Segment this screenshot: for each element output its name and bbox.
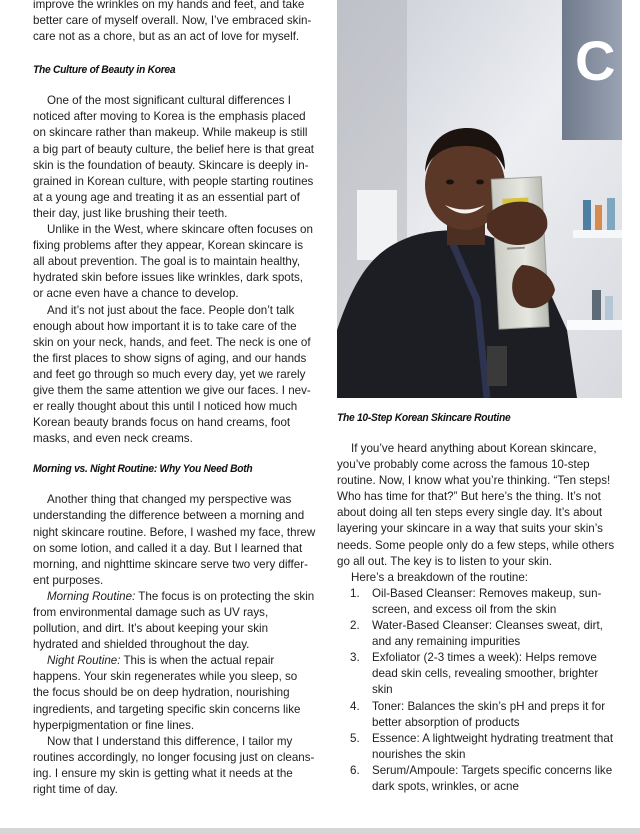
list-item: 1. Oil-Based Cleanser: Removes makeup, sun-screen, and excess oil from the skin [350,586,602,616]
list-intro: Here’s a breakdown of the routine: [351,570,529,584]
paragraph-neck-hands-feet: And it’s not just about the face. People don’t talk enough about how important it is to take care of the skin on your neck, hands, and feet. The neck is one of the first places to show signs of aging, and our hands and feet go through so much every day, yet we rarely give them the same attention we give our faces. I nev-er really thought about this until I noticed how much Korean beauty brands focus on hand creams, foot masks, and even neck creams. [33,303,311,446]
page-bottom-divider [0,828,640,833]
list-item: 6. Serum/Ampoule: Targets specific concerns like dark spots, wrinkles, or acne [350,763,613,793]
paragraph-prevention: Unlike in the West, where skincare often focuses on fixing problems after they appear, Korean skincare is all about prevention. The goal is to maintain healthy, hydrated skin before issues like wrinkles, dark spots, or acne even have a chance to develop. [33,223,313,301]
paragraph-10-step-intro: If you’ve heard anything about Korean skincare, you’ve probably come across the famous 10-step routine. Now, I know what you’re thinking. “Ten steps! Who has time for that?” But here’s the thing. It’s not about doing all ten steps every single day. It’s about layering your skincare in a way that suits your skin’s needs. Some people only do a few steps, while others go all out. The key is to listen to your skin. [337,442,615,568]
list-item: 5. Essence: A lightweight hydrating treatment that nourishes the skin [350,731,614,761]
list-item: 2. Water-Based Cleanser: Cleanses sweat, dirt, and any remaining impurities [350,619,603,649]
right-column [337,412,622,795]
heading-10-step-routine: The 10-Step Korean Skincare Routine [337,412,511,424]
list-item: 3. Exfoliator (2-3 times a week): Helps remove dead skin cells, revealing smoother, brighter skin [350,651,599,697]
paragraph-night-routine [33,653,316,733]
heading-culture-of-beauty: The Culture of Beauty in Korea [33,64,176,77]
paragraph-morning-night-difference: Another thing that changed my perspective was understanding the difference between a morning and night skincare routine. Before, I washed my face, threw on some lotion, and called it a day. But I learned that morning, and nighttime skincare serve two very differ-ent purposes. [33,493,316,587]
list-item: 4. Toner: Balances the skin’s pH and preps it for better absorption of products [350,699,606,729]
paragraph-cultural-differences: One of the most significant cultural differences I noticed after moving to Korea is the emphasis placed on skincare rather than makeup. While makeup is still a big part of beauty culture, the belief here is that great skin is the foundation of beauty. Skincare is deeply in-grained in Korean culture, with people starting routines at a young age and treating it as an essential part of their day, just like brushing their teeth. [33,94,315,220]
store-sign-letter: C [575,29,616,92]
paragraph-tailor-routines: Now that I understand this difference, I tailor my routines accordingly, no longer focusing just on cleans-ing. I ensure my skin is getting what it needs at the right time of day. [33,734,315,797]
night-routine-text: This is when the actual repair happens. Your skin regenerates while you sleep, so the focus should be on deep hydration, nourishing ingredients, and targeting specific skin concerns like hyperpigmentation or fine lines. [33,654,301,732]
night-routine-label: Night Routine: [47,654,121,668]
morning-routine-text: The focus is on protecting the skin from environmental damage such as UV rays, pollution, and dirt. It’s about keeping your skin hydrated and shielded throughout the day. [33,589,315,652]
left-column [33,0,316,798]
paragraph-morning-routine [33,589,316,653]
morning-routine-label: Morning Routine: [47,589,136,603]
photo-skincare-store [337,0,622,398]
heading-morning-vs-night: Morning vs. Night Routine: Why You Need Both [33,463,253,476]
routine-steps-list [337,586,622,795]
intro-paragraph: improve the wrinkles on my hands and feet, and take better care of myself overall. Now, I’ve embraced skin-care not as a chore, but as an act of love for myself. [33,0,312,44]
